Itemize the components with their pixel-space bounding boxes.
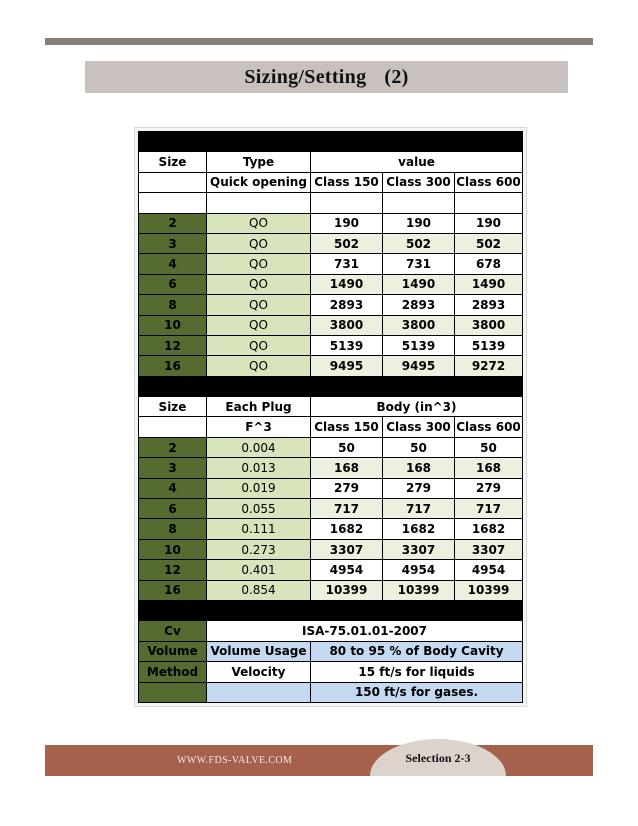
cavity-class600-cell: 717 [455,499,523,519]
volume-label: Volume [139,641,207,661]
cv-class300-cell: 502 [383,233,455,253]
cv-class300-header: Class 300 [383,172,455,192]
cavity-class300-cell: 168 [383,458,455,478]
cv-method-row [139,621,523,641]
page-footer [45,745,593,776]
cavity-row [139,499,523,519]
cv-class150-header: Class 150 [311,172,383,192]
footer-website: WWW.FDS-VALVE.COM [177,755,293,766]
cv-class300-cell: 1490 [383,274,455,294]
cv-size-cell: 4 [139,254,207,274]
cavity-class150-cell: 1682 [311,519,383,539]
cv-size-header: Size [139,152,207,172]
cavity-plug-cell: 0.019 [207,478,311,498]
cavity-size-cell: 6 [139,499,207,519]
cavity-plug-cell: 0.273 [207,539,311,559]
cv-subheader-row [139,172,523,192]
page-title-number: (2) [384,66,409,88]
cavity-row [139,458,523,478]
cavity-plug-cell: 0.854 [207,580,311,600]
sizing-method-title-row [139,600,523,620]
cv-row [139,254,523,274]
cavity-row [139,539,523,559]
cavity-class150-cell: 10399 [311,580,383,600]
cavity-row [139,478,523,498]
cavity-plug-cell: 0.401 [207,560,311,580]
cavity-class600-cell: 3307 [455,539,523,559]
velocity-gases-empty-size [139,682,207,702]
sizing-table [138,131,523,703]
cv-class600-cell: 5139 [455,335,523,355]
cavity-class150-cell: 168 [311,458,383,478]
footer-section-label: Selection 2-3 [405,751,471,765]
velocity-gases-row [139,682,523,702]
cv-class600-cell: 190 [455,213,523,233]
cavity-header-row [139,397,523,417]
cavity-class150-cell: 50 [311,437,383,457]
cv-class150-cell: 1490 [311,274,383,294]
cavity-size-cell: 4 [139,478,207,498]
cavity-body-header: Body (in^3) [311,397,523,417]
cavity-class600-cell: 10399 [455,580,523,600]
cv-class600-cell: 502 [455,233,523,253]
cv-size-cell: 8 [139,295,207,315]
velocity-gases-empty-label [207,682,311,702]
cv-table-title: BN /CN/BC valve Cv [139,132,523,152]
top-divider-bar [45,38,593,45]
cv-class300-cell: 3800 [383,315,455,335]
volume-usage-value: 80 to 95 % of Body Cavity [311,641,523,661]
cavity-class300-cell: 3307 [383,539,455,559]
cavity-size-cell: 8 [139,519,207,539]
cv-type-subheader: Quick opening [207,172,311,192]
cv-type-cell: QO [207,254,311,274]
cv-class600-cell: 3800 [455,315,523,335]
cv-class150-cell: 731 [311,254,383,274]
cv-size-cell: 10 [139,315,207,335]
cavity-class600-cell: 50 [455,437,523,457]
cv-class150-cell: 3800 [311,315,383,335]
cavity-size-cell: 16 [139,580,207,600]
cv-type-cell: QO [207,213,311,233]
volume-usage-row [139,641,523,661]
cv-class600-header: Class 600 [455,172,523,192]
cavity-class300-cell: 717 [383,499,455,519]
page-title-text: Sizing/Setting [244,66,367,88]
cv-size-cell: 6 [139,274,207,294]
cv-type-cell: QO [207,233,311,253]
velocity-label: Velocity [207,662,311,682]
cavity-class300-cell: 279 [383,478,455,498]
cv-class150-cell: 2893 [311,295,383,315]
volume-usage-label: Volume Usage [207,641,311,661]
cv-class300-cell: 190 [383,213,455,233]
cavity-class600-cell: 168 [455,458,523,478]
cavity-class150-cell: 717 [311,499,383,519]
cv-size-cell: 16 [139,356,207,376]
cavity-table-title: BN /CN/BC Cavity volume [139,376,523,396]
cv-row [139,335,523,355]
cavity-class600-cell: 4954 [455,560,523,580]
cv-type-cell: QO [207,295,311,315]
cavity-size-cell: 10 [139,539,207,559]
cv-row [139,213,523,233]
cavity-class300-cell: 50 [383,437,455,457]
cv-type-cell: QO [207,356,311,376]
velocity-gases-value: 150 ft/s for gases. [311,682,523,702]
cv-type-header: Type [207,152,311,172]
cavity-row [139,560,523,580]
cavity-class150-cell: 279 [311,478,383,498]
cv-class600-cell: 678 [455,254,523,274]
cavity-size-cell: 2 [139,437,207,457]
sizing-table-panel [134,127,527,707]
cv-type-cell: QO [207,274,311,294]
cavity-table-title-row [139,376,523,396]
cv-class150-cell: 190 [311,213,383,233]
velocity-liquids-value: 15 ft/s for liquids [311,662,523,682]
cv-method-label: Cv [139,621,207,641]
cv-value-header: value [311,152,523,172]
cv-type-cell: QO [207,335,311,355]
cv-row [139,295,523,315]
cv-method-value: ISA-75.01.01-2007 [207,621,523,641]
cv-class300-cell: 2893 [383,295,455,315]
cavity-plug-cell: 0.055 [207,499,311,519]
cv-spacer-row [139,193,523,213]
cavity-class600-cell: 1682 [455,519,523,539]
cavity-class600-cell: 279 [455,478,523,498]
cv-class300-cell: 731 [383,254,455,274]
cavity-class300-header: Class 300 [383,417,455,437]
cv-class150-cell: 5139 [311,335,383,355]
page-title [85,61,568,93]
cv-row [139,274,523,294]
cv-class600-cell: 1490 [455,274,523,294]
cavity-class300-cell: 10399 [383,580,455,600]
cavity-size-header: Size [139,397,207,417]
cv-row [139,356,523,376]
cv-size-cell: 2 [139,213,207,233]
cv-class150-cell: 502 [311,233,383,253]
cavity-size-cell: 3 [139,458,207,478]
cavity-subheader-empty [139,417,207,437]
cv-row [139,233,523,253]
cavity-row [139,519,523,539]
cavity-plug-cell: 0.013 [207,458,311,478]
cavity-plug-cell: 0.004 [207,437,311,457]
cavity-subheader-row [139,417,523,437]
cavity-plug-header: Each Plug [207,397,311,417]
cavity-plug-cell: 0.111 [207,519,311,539]
cavity-class150-cell: 3307 [311,539,383,559]
cv-subheader-empty [139,172,207,192]
cv-size-cell: 12 [139,335,207,355]
cv-table-title-row [139,132,523,152]
sizing-method-title: Sizing Method [139,600,523,620]
cavity-class300-cell: 4954 [383,560,455,580]
cavity-row [139,437,523,457]
cavity-class600-header: Class 600 [455,417,523,437]
cv-class600-cell: 2893 [455,295,523,315]
velocity-row [139,662,523,682]
cv-size-cell: 3 [139,233,207,253]
method-label: Method [139,662,207,682]
cavity-row [139,580,523,600]
cv-class300-cell: 9495 [383,356,455,376]
cavity-size-cell: 12 [139,560,207,580]
cv-class300-cell: 5139 [383,335,455,355]
cv-class150-cell: 9495 [311,356,383,376]
cv-row [139,315,523,335]
cv-type-cell: QO [207,315,311,335]
cv-header-row [139,152,523,172]
cv-class600-cell: 9272 [455,356,523,376]
cavity-plug-subheader: F^3 [207,417,311,437]
cavity-class300-cell: 1682 [383,519,455,539]
cavity-class150-cell: 4954 [311,560,383,580]
cavity-class150-header: Class 150 [311,417,383,437]
